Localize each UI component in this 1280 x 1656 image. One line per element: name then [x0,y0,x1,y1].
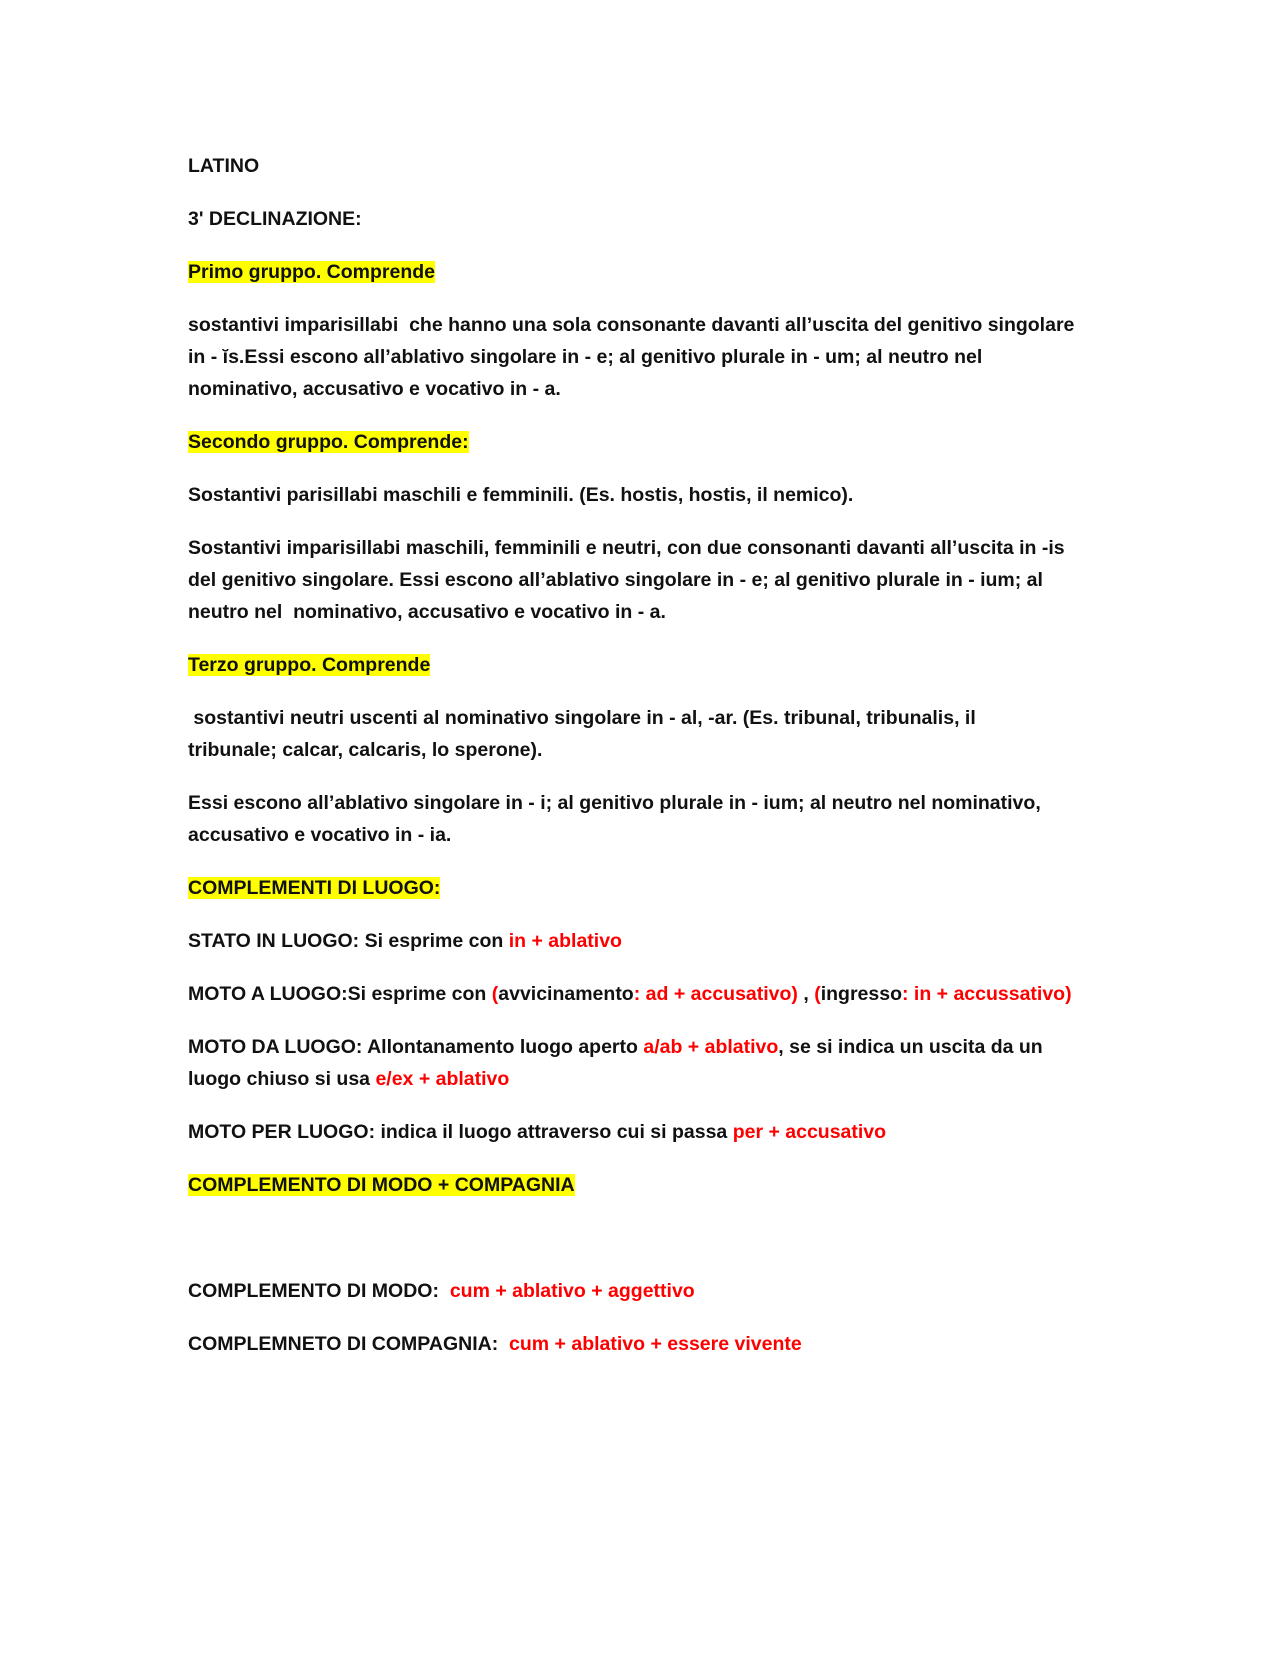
group2-paragraph-2: Sostantivi imparisillabi maschili, femminili e neutri, con due consonanti davanti all’uscita in -is del genitivo singolare. Essi escono all’ablativo singolare in - e; al genitivo plurale in - ium; al neutro nel nominativo, accusativo e vocativo in - a. [188,537,1065,623]
doc-title: LATINO [188,155,260,177]
group1-heading [188,256,1080,288]
complemento-di-compagnia: COMPLEMNETO DI COMPAGNIA: cum + ablativo + essere vivente [188,1333,802,1355]
moto-da-luogo: MOTO DA LUOGO: Allontanamento luogo aperto a/ab + ablativo, se si indica un uscita da un luogo chiuso si usa e/ex + ablativo [188,1036,1043,1090]
group1-paragraph: sostantivi imparisillabi che hanno una sola consonante davanti all’uscita del genitivo singolare in - ĭs.Essi escono all’ablativo singolare in - e; al genitivo plurale in - um; al neutro nel nominativo, accusativo e vocativo in - a. [188,314,1075,400]
highlight: Terzo gruppo. Comprende [188,654,431,676]
rule-text: e/ex + ablativo [375,1068,510,1090]
modo-heading [188,1169,1080,1201]
highlight: COMPLEMENTO DI MODO + COMPAGNIA [188,1174,575,1196]
group2-heading [188,426,1080,458]
section-title: 3' DECLINAZIONE: [188,208,362,230]
rule-text: a/ab + ablativo [643,1036,779,1058]
highlight: COMPLEMENTI DI LUOGO: [188,877,441,899]
luogo-heading [188,872,1080,904]
moto-a-luogo: MOTO A LUOGO:Si esprime con (avvicinamento: ad + accusativo) , (ingresso: in + accussativo) [188,983,1072,1005]
group3-heading [188,649,1080,681]
complemento-di-modo: COMPLEMENTO DI MODO: cum + ablativo + aggettivo [188,1280,695,1302]
rule-text: per + accusativo [732,1121,887,1143]
blank-line [188,1222,1080,1275]
highlight: Secondo gruppo. Comprende: [188,431,469,453]
rule-text: in + ablativo [508,930,622,952]
highlight: Primo gruppo. Comprende [188,261,436,283]
group3-paragraph-1: sostantivi neutri uscenti al nominativo singolare in - al, -ar. (Es. tribunal, tribunalis, il tribunale; calcar, calcaris, lo sperone). [188,707,976,761]
rule-text: : in + accussativo) [901,983,1072,1005]
rule-text: cum + ablativo + aggettivo [449,1280,695,1302]
rule-text: : ad + accusativo) [633,983,798,1005]
group3-paragraph-2: Essi escono all’ablativo singolare in - i; al genitivo plurale in - ium; al neutro nel nominativo, accusativo e vocativo in - ia. [188,792,1041,846]
group2-paragraph-1: Sostantivi parisillabi maschili e femminili. (Es. hostis, hostis, il nemico). [188,484,854,506]
moto-per-luogo: MOTO PER LUOGO: indica il luogo attraverso cui si passa per + accusativo [188,1121,887,1143]
stato-in-luogo: STATO IN LUOGO: Si esprime con in + ablativo [188,930,622,952]
rule-text: cum + ablativo + essere vivente [509,1333,802,1355]
